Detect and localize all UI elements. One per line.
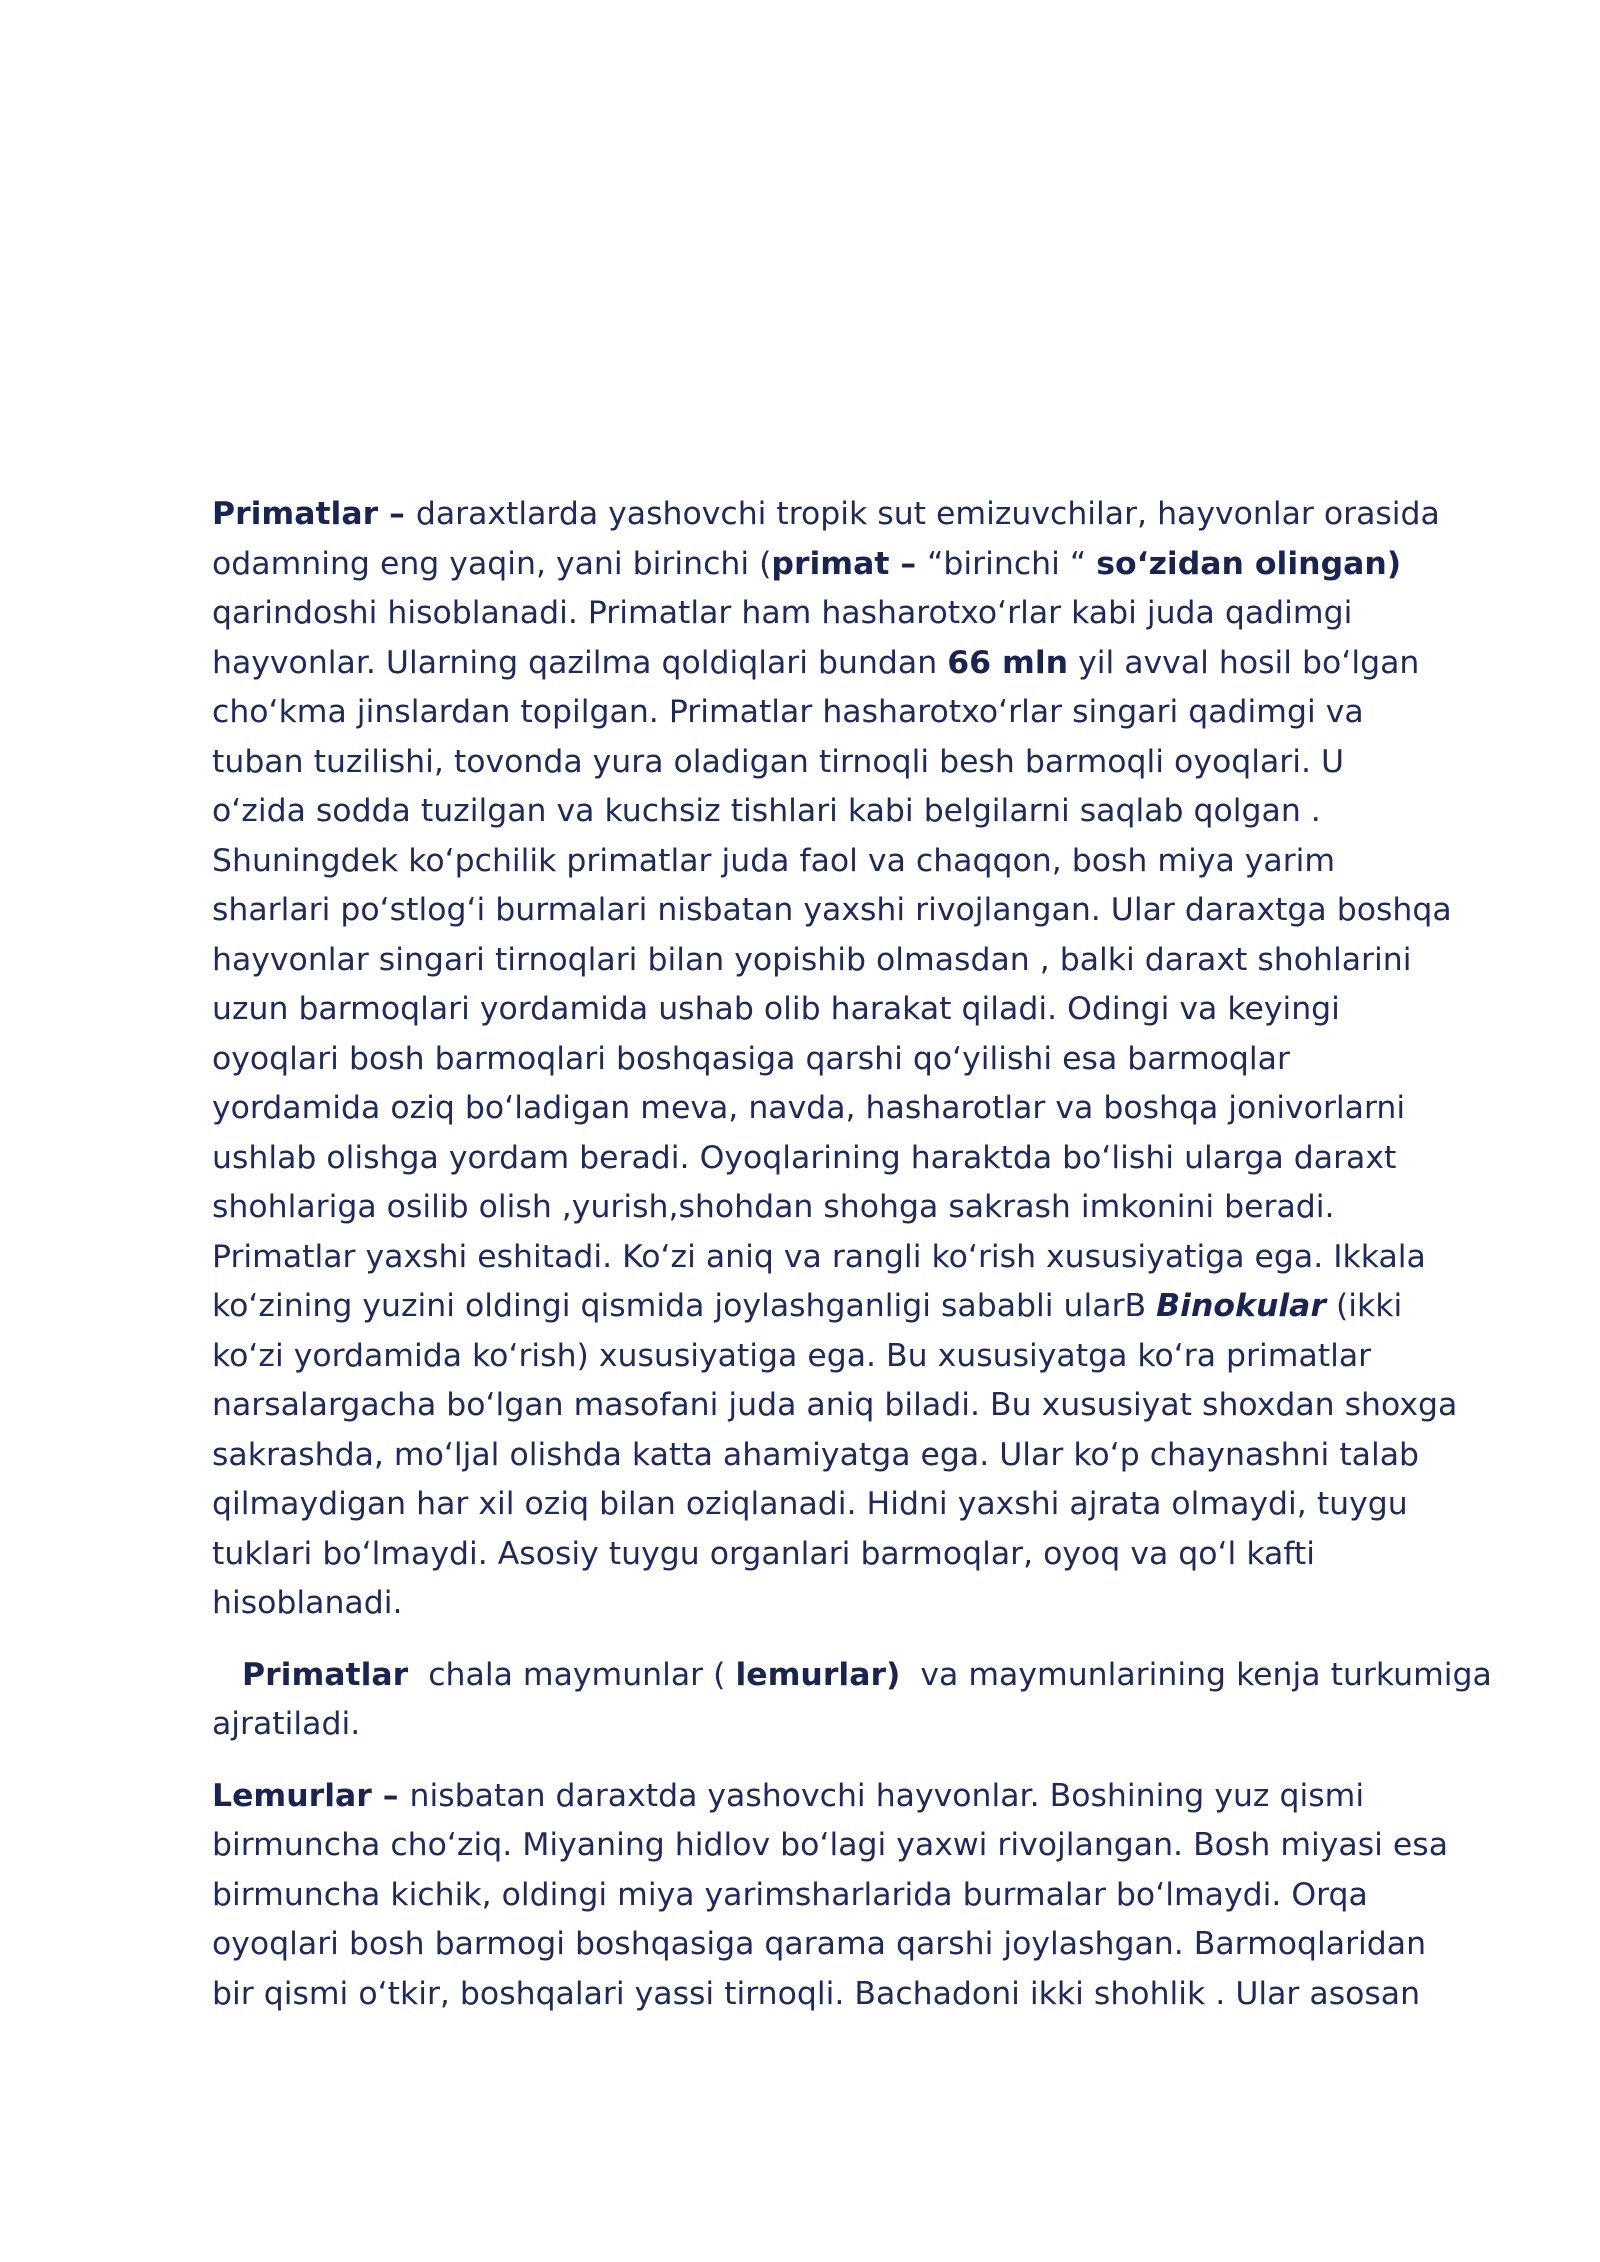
text-run: shohlariga osilib olish ,yurish,shohdan shohga sakrash imkonini beradi. <box>212 1189 1335 1225</box>
text-run: ko‘zi yordamida ko‘rish) xususiyatiga ega. Bu xususiyatga ko‘ra primatlar <box>212 1337 1372 1374</box>
text-run: qilmaydigan har xil oziq bilan oziqlanadi. Hidni yaxshi ajrata olmaydi, tuygu <box>212 1486 1408 1522</box>
text-line <box>212 1084 1412 1134</box>
text-line <box>212 738 1412 788</box>
text-line <box>212 1970 1421 2020</box>
bold-term: 66 mln <box>947 644 1069 681</box>
text-run: tuklari bo‘lmaydi. Asosiy tuygu organlari barmoqlar, oyoq va qo‘l kafti <box>212 1535 1315 1572</box>
bold-term: Primatlar – <box>212 496 416 532</box>
text-run: sakrashda, mo‘ljal olishda katta ahamiyatga ega. Ular ko‘p chaynashni talab <box>212 1436 1420 1473</box>
text-run: odamning eng yaqin, yani birinchi ( <box>212 545 772 582</box>
text-line <box>212 540 1412 590</box>
bold-term: primat – <box>771 545 928 582</box>
text-run: hisoblanadi. <box>212 1585 403 1621</box>
text-line <box>212 1332 1412 1382</box>
paragraph-2 <box>212 1651 1492 1750</box>
text-run: ko‘zining yuzini oldingi qismida joylashganligi sababli ularB <box>212 1288 1157 1324</box>
text-run: Primatlar yaxshi eshitadi. Ko‘zi aniq va rangli ko‘rish xususiyatiga ega. Ikkala <box>212 1238 1426 1275</box>
text-line <box>212 1183 1412 1233</box>
text-run: sharlari po‘stlog‘i burmalari nisbatan yaxshi rivojlangan. Ular daraxtga boshqa <box>212 892 1452 928</box>
text-line <box>212 837 1412 887</box>
text-line <box>212 1651 1492 1701</box>
text-run: chala maymunlar ( <box>408 1656 736 1693</box>
text-line <box>212 1134 1412 1184</box>
text-line <box>212 1821 1448 1871</box>
text-line <box>212 1920 1427 1970</box>
text-run: va maymunlarining kenja turkumiga <box>900 1656 1492 1693</box>
text-run: cho‘kma jinslardan topilgan. Primatlar hasharotxo‘rlar singari qadimgi va <box>212 694 1364 730</box>
text-line <box>212 787 1412 837</box>
text-line <box>212 1871 1412 1921</box>
text-run: narsalargacha bo‘lgan masofani juda aniq biladi. Bu xususiyat shoxdan shoxga <box>212 1387 1458 1423</box>
text-run: o‘zida sodda tuzilgan va kuchsiz tishlari kabi belgilarni saqlab qolgan . <box>212 793 1321 829</box>
text-run: nisbatan daraxtda yashovchi hayvonlar. Boshining yuz qismi <box>409 1777 1365 1814</box>
text-run: Shuningdek ko‘pchilik primatlar juda faol va chaqqon, bosh miya yarim <box>212 842 1336 879</box>
text-run: daraxtlarda yashovchi tropik sut emizuvchilar, hayvonlar orasida <box>415 496 1440 532</box>
text-run: “birinchi “ <box>927 545 1097 582</box>
text-line <box>212 1700 1412 1750</box>
text-line <box>212 589 1412 639</box>
text-run: ushlab olishga yordam beradi. Oyoqlarining haraktda bo‘lishi ularga daraxt <box>212 1139 1397 1176</box>
text-line <box>212 886 1452 936</box>
text-line <box>212 1579 1412 1629</box>
text-run: oyoqlari bosh barmoqlari boshqasiga qarshi qo‘yilishi esa barmoqlar <box>212 1040 1290 1077</box>
paragraph-3 <box>212 1772 1448 2020</box>
text-line <box>212 1035 1412 1085</box>
text-line <box>212 1480 1412 1530</box>
text-run: uzun barmoqlari yordamida ushab olib harakat qiladi. Odingi va keyingi <box>212 991 1340 1027</box>
text-run: hayvonlar. Ularning qazilma qoldiqlari bundan <box>212 644 948 681</box>
text-line <box>212 688 1412 738</box>
text-run <box>212 1657 242 1693</box>
text-run: oyoqlari bosh barmogi boshqasiga qarama qarshi joylashgan. Barmoqlaridan <box>212 1926 1427 1962</box>
paragraph-1 <box>212 490 1458 1629</box>
text-run: qarindoshi hisoblanadi. Primatlar ham hasharotxo‘rlar kabi juda qadimgi <box>212 595 1353 631</box>
text-line <box>212 639 1420 689</box>
text-run: birmuncha cho‘ziq. Miyaning hidlov bo‘lagi yaxwi rivojlangan. Bosh miyasi esa <box>212 1827 1448 1863</box>
text-run: hayvonlar singari tirnoqlari bilan yopishib olmasdan , balki daraxt shohlarini <box>212 941 1412 978</box>
bold-italic-term: Binokular <box>1156 1288 1326 1324</box>
text-line <box>212 1431 1420 1481</box>
text-line <box>212 1772 1412 1822</box>
document-page <box>212 490 1492 2041</box>
text-run: birmuncha kichik, oldingi miya yarimsharlarida burmalar bo‘lmaydi. Orqa <box>212 1876 1368 1913</box>
text-run: yordamida oziq bo‘ladigan meva, navda, hasharotlar va boshqa jonivorlarni <box>212 1090 1406 1126</box>
text-line <box>212 490 1440 540</box>
text-line <box>212 1381 1458 1431</box>
text-run: tuban tuzilishi, tovonda yura oladigan tirnoqli besh barmoqli oyoqlari. U <box>212 743 1345 780</box>
text-run: (ikki <box>1325 1288 1403 1324</box>
text-line <box>212 936 1412 986</box>
bold-term: lemurlar) <box>735 1656 901 1693</box>
text-line <box>212 1530 1412 1580</box>
text-run: yil avval hosil bo‘lgan <box>1068 644 1420 681</box>
text-line <box>212 1233 1426 1283</box>
bold-term: Lemurlar – <box>212 1777 410 1814</box>
text-run: bir qismi o‘tkir, boshqalari yassi tirnoqli. Bachadoni ikki shohlik . Ular asosan <box>212 1975 1421 2012</box>
text-run: ajratiladi. <box>212 1706 361 1742</box>
text-line <box>212 985 1412 1035</box>
bold-term: so‘zidan olingan) <box>1096 545 1402 582</box>
text-line <box>212 1282 1412 1332</box>
bold-term: Primatlar <box>242 1656 409 1693</box>
